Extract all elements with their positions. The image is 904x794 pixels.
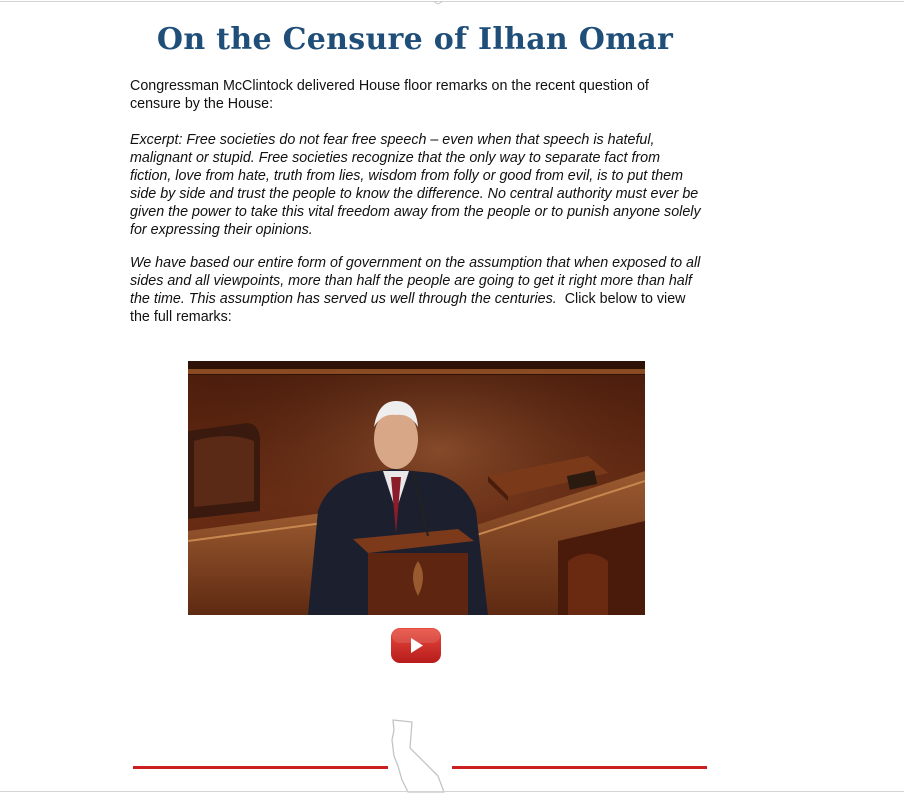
second-paragraph — [130, 254, 702, 326]
footer-divider-left — [133, 766, 388, 769]
bottom-border-line — [0, 791, 904, 792]
intro-paragraph: Congressman McClintock delivered House floor remarks on the recent question of censure by the House: — [130, 78, 649, 112]
top-border-line — [0, 1, 904, 2]
video-thumbnail[interactable] — [188, 361, 645, 615]
article-body — [130, 77, 702, 326]
click-below-text: Click below to view the full remarks: — [130, 291, 686, 325]
page-title: On the Censure of Ilhan Omar — [156, 22, 674, 57]
video-thumbnail-image — [188, 361, 645, 615]
top-notch-icon — [433, 1, 443, 5]
footer-divider-right — [452, 766, 707, 769]
excerpt-paragraph: Excerpt: Free societies do not fear free speech – even when that speech is hateful, malignant or stupid. Free societies recognize that the only way to separate fact from fiction, love from hate, truth from lies, wisdom from folly or good from evil, is to put them side by side and trust the people to know the difference. No central authority must ever be given the power to take this vital freedom away from the people or to punish anyone solely for expressing their opinions. — [130, 132, 701, 238]
second-paragraph-italic: We have based our entire form of government on the assumption that when exposed to all sides and all viewpoints, more than half the people are going to get it right more than half the time. This assumption has served us well through the centuries. — [130, 255, 701, 307]
california-state-outline-icon — [388, 718, 450, 794]
youtube-play-icon[interactable] — [390, 627, 442, 665]
